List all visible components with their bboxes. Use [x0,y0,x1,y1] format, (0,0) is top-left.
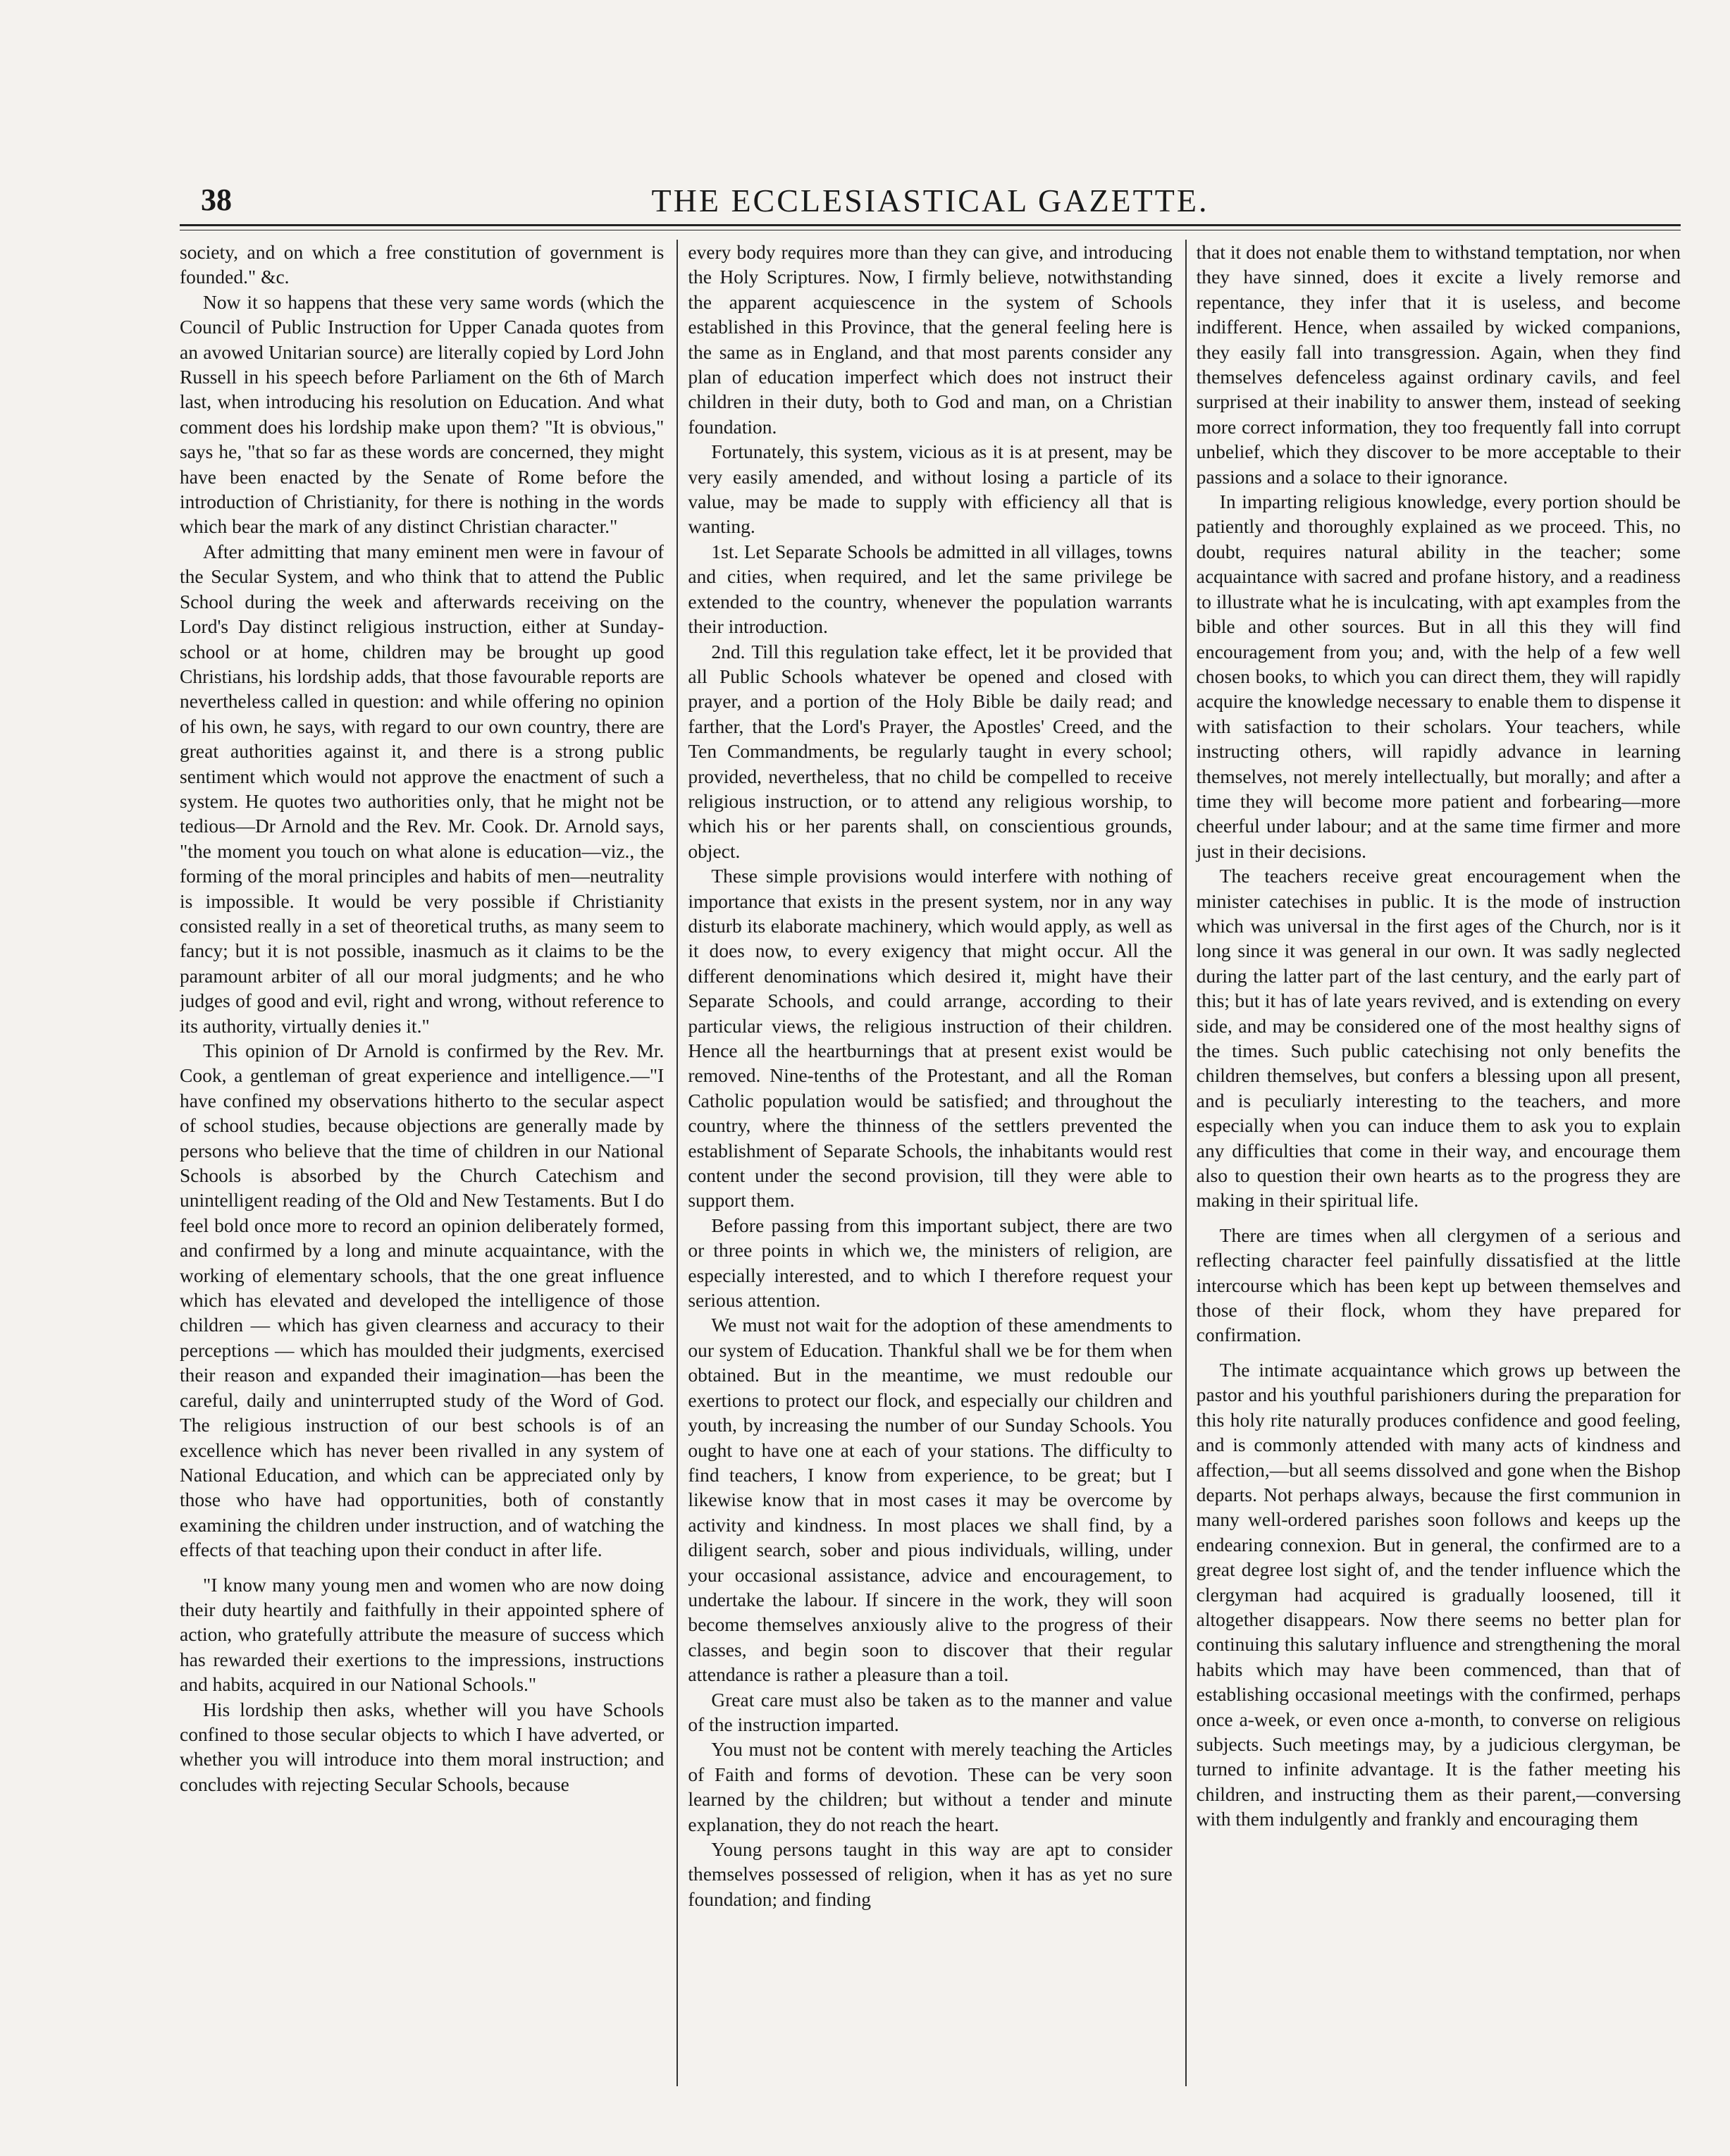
paragraph: This opinion of Dr Arnold is confirmed by the Rev. Mr. Cook, a gentleman of great experience and intelligence.—"I have confined my observations hitherto to the secular aspect of school studies, because objections are generally made by persons who believe that the time of children in our National Schools is absorbed by the Church Catechism and unintelligent reading of the Old and New Testaments. But I do feel bold once more to record an opinion deliberately formed, and confirmed by a long and minute acquaintance, with the working of elementary schools, that the one great influence which has elevated and developed the intelligence of those children — which has given clearness and accuracy to their perceptions — which has moulded their judgments, exercised their reason and expanded their imagination—has been the careful, daily and uninterrupted study of the Word of God. The religious instruction of our best schools is of an excellence which has never been rivalled in any system of National Education, and which can be appreciated only by those who have had opportunities, both of constantly examining the children under instruction, and of watching the effects of that teaching upon their conduct in after life. [180,1040,665,1561]
paragraph: The intimate acquaintance which grows up between the pastor and his youthful parishioners during the preparation for this holy rite naturally produces confidence and good feeling, and is commonly attended with many acts of kindness and affection,—but all seems dissolved and gone when the Bishop departs. Not perhaps always, because the first communion in many well-ordered parishes soon follows and keeps up the endearing connexion. But in general, the confirmed are to a great degree lost sight of, and the tender influence which the clergyman had acquired is gradually loosened, till it altogether disappears. Now there seems no better plan for continuing this salutary influence and strengthening the moral habits which may have been commenced, than that of establishing occasional meetings with the confirmed, perhaps once a-week, or even once a-month, to converse on religious subjects. Such meetings may, by a judicious clergyman, be turned to infinite advantage. It is the father meeting his children, and instructing them as their parent,—conversing with them indulgently and frankly and encouraging them [1196,1358,1681,1830]
paragraph: 2nd. Till this regulation take effect, let it be provided that all Public Schools whatever be opened and closed with prayer, and a portion of the Holy Bible be daily read; and farther, that the Lord's Prayer, the Apostles' Creed, and the Ten Commandments, be regularly taught in every school; provided, nevertheless, that no child be compelled to receive religious instruction, or to attend any religious worship, to which his or her parents shall, on conscientious grounds, object. [688,640,1173,862]
paragraph: 1st. Let Separate Schools be admitted in all villages, towns and cities, when required, and let the same privilege be extended to the country, whenever the population warrants their introduction. [688,540,1173,638]
paragraph: Before passing from this important subject, there are two or three points in which we, the ministers of religion, are especially interested, and to which I therefore request your serious attention. [688,1214,1173,1312]
paragraph: Fortunately, this system, vicious as it is at present, may be very easily amended, and without losing a particle of its value, may be made to supply with efficiency all that is wanting. [688,441,1173,538]
paragraph: In imparting religious knowledge, every portion should be patiently and thoroughly explained as we proceed. This, no doubt, requires natural ability in the teacher; some acquaintance with sacred and profane history, and a readiness to illustrate what he is inculcating, with apt examples from the bible and other sources. But in all this they will find encouragement from you; and, with the help of a few well chosen books, to which you can direct them, they will rapidly acquire the knowledge necessary to enable them to dispense it with satisfaction to their scholars. Your teachers, while instructing others, will rapidly advance in learning themselves, not merely intellectually, but morally; and after a time they will become more patient and forbearing—more cheerful under labour; and at the same time firmer and more just in their decisions. [1196,491,1681,862]
paragraph: every body requires more than they can give, and introducing the Holy Scriptures. Now, I firmly believe, notwithstanding the apparent acquiescence in the system of Schools established in this Province, that the general feeling here is the same as in England, and that most parents consider any plan of education imperfect which does not instruct their children in their duty, both to God and man, on a Christian foundation. [688,241,1173,438]
running-head: THE ECCLESIASTICAL GAZETTE. [651,183,1209,218]
header-rule [180,224,1681,226]
paragraph: You must not be content with merely teaching the Articles of Faith and forms of devotion. These can be very soon learned by the children; but without a tender and minute explanation, they do not reach the heart. [688,1738,1173,1835]
page-number: 38 [201,183,232,217]
column-1 [180,240,664,2086]
paragraph: that it does not enable them to withstand temptation, nor when they have sinned, does it excite a lively remorse and repentance, they infer that it is useless, and become indifferent. Hence, when assailed by wicked companions, they easily fall into transgression. Again, when they find themselves defenceless against ordinary cavils, and feel surprised at their inability to answer them, instead of seeking more correct information, they too frequently fall into corrupt unbelief, which they discover to be more acceptable to their passions and a solace to their ignorance. [1196,241,1681,488]
paragraph: society, and on which a free constitution of government is founded." &c. [180,241,665,288]
paragraph: Young persons taught in this way are apt to consider themselves possessed of religion, when it has as yet no sure foundation; and finding [688,1838,1173,1910]
paragraph: After admitting that many eminent men were in favour of the Secular System, and who think that to attend the Public School during the week and afterwards receiving on the Lord's Day distinct religious instruction, either at Sunday-school or at home, children may be brought up good Christians, his lordship adds, that those favourable reports are nevertheless called in question: and while offering no opinion of his own, he says, with regard to our own country, there are great authorities against it, and there is a strong public sentiment which would not approve the enactment of such a system. He quotes two authorities only, that he might not be tedious—Dr Arnold and the Rev. Mr. Cook. Dr. Arnold says, "the moment you touch on what alone is education—viz., the forming of the moral principles and habits of men—neutrality is impossible. It would be very possible if Christianity consisted really in a set of theoretical truths, as many seem to fancy; but it is not possible, inasmuch as it claims to be the paramount arbiter of all our moral judgments; and he who judges of good and evil, right and wrong, without reference to its authority, virtually denies it." [180,540,665,1037]
paragraph: His lordship then asks, whether will you have Schools confined to those secular objects to which I have adverted, or whether you will introduce into them moral instruction; and concludes with rejecting Secular Schools, because [180,1698,665,1795]
paragraph: These simple provisions would interfere with nothing of importance that exists in the present system, nor in any way disturb its elaborate machinery, which would apply, as well as it does now, to every exigency that might occur. All the different denominations which desired it, might have their Separate Schools, and could arrange, according to their particular views, the religious instruction of their children. Hence all the heartburnings that at present exist would be removed. Nine-tenths of the Protestant, and all the Roman Catholic population would be satisfied; and throughout the country, where the thinness of the settlers prevented the establishment of Separate Schools, the inhabitants would rest content under the second provision, till they were able to support them. [688,865,1173,1212]
paragraph: Now it so happens that these very same words (which the Council of Public Instruction for Upper Canada quotes from an avowed Unitarian source) are literally copied by Lord John Russell in his speech before Parliament on the 6th of March last, when introducing his resolution on Education. And what comment does his lordship make upon them? "It is obvious," says he, "that so far as these words are concerned, they might have been enacted by the Senate of Rome before the introduction of Christianity, for there is nothing in the words which bear the mark of any distinct Christian character." [180,290,665,538]
paragraph: "I know many young men and women who are now doing their duty heartily and faithfully in their appointed sphere of action, who gratefully attribute the measure of success which has rewarded their exertions to the impressions, instructions and habits, acquired in our National Schools." [180,1573,665,1696]
text-columns [180,240,1681,2086]
paragraph: Great care must also be taken as to the manner and value of the instruction imparted. [688,1688,1173,1735]
column-3 [1185,240,1681,2086]
paragraph: We must not wait for the adoption of these amendments to our system of Education. Thankful shall we be for them when obtained. But in the meantime, we must redouble our exertions to protect our flock, and especially our children and youth, by increasing the number of our Sunday Schools. You ought to have one at each of your stations. The difficulty to find teachers, I know from experience, to be great; but I likewise know that in most cases it may be overcome by activity and kindness. In most places we shall find, by a diligent search, sober and pious individuals, willing, under your occasional assistance, advice and encouragement, to undertake the labour. If sincere in the work, they will soon become themselves anxiously alive to the progress of their classes, and begin soon to discover that their regular attendance is rather a pleasure than a toil. [688,1314,1173,1686]
paragraph: There are times when all clergymen of a serious and reflecting character feel painfully dissatisfied at the little intercourse which has been kept up between themselves and those of their flock, whom they have prepared for confirmation. [1196,1224,1681,1346]
paragraph: The teachers receive great encouragement when the minister catechises in public. It is the mode of instruction which was universal in the first ages of the Church, nor is it long since it was general in our own. It was sadly neglected during the latter part of the last century, and the early part of this; but it has of late years revived, and is extending on every side, and may be considered one of the most healthy signs of the times. Such public catechising not only benefits the children themselves, but confers a blessing upon all present, and is peculiarly interesting to the teachers, and more especially when you can induce them to ask you to explain any difficulties that come in their way, and encourage them also to question their own hearts as to the progress they are making in their spiritual life. [1196,865,1681,1212]
column-2 [676,240,1172,2086]
